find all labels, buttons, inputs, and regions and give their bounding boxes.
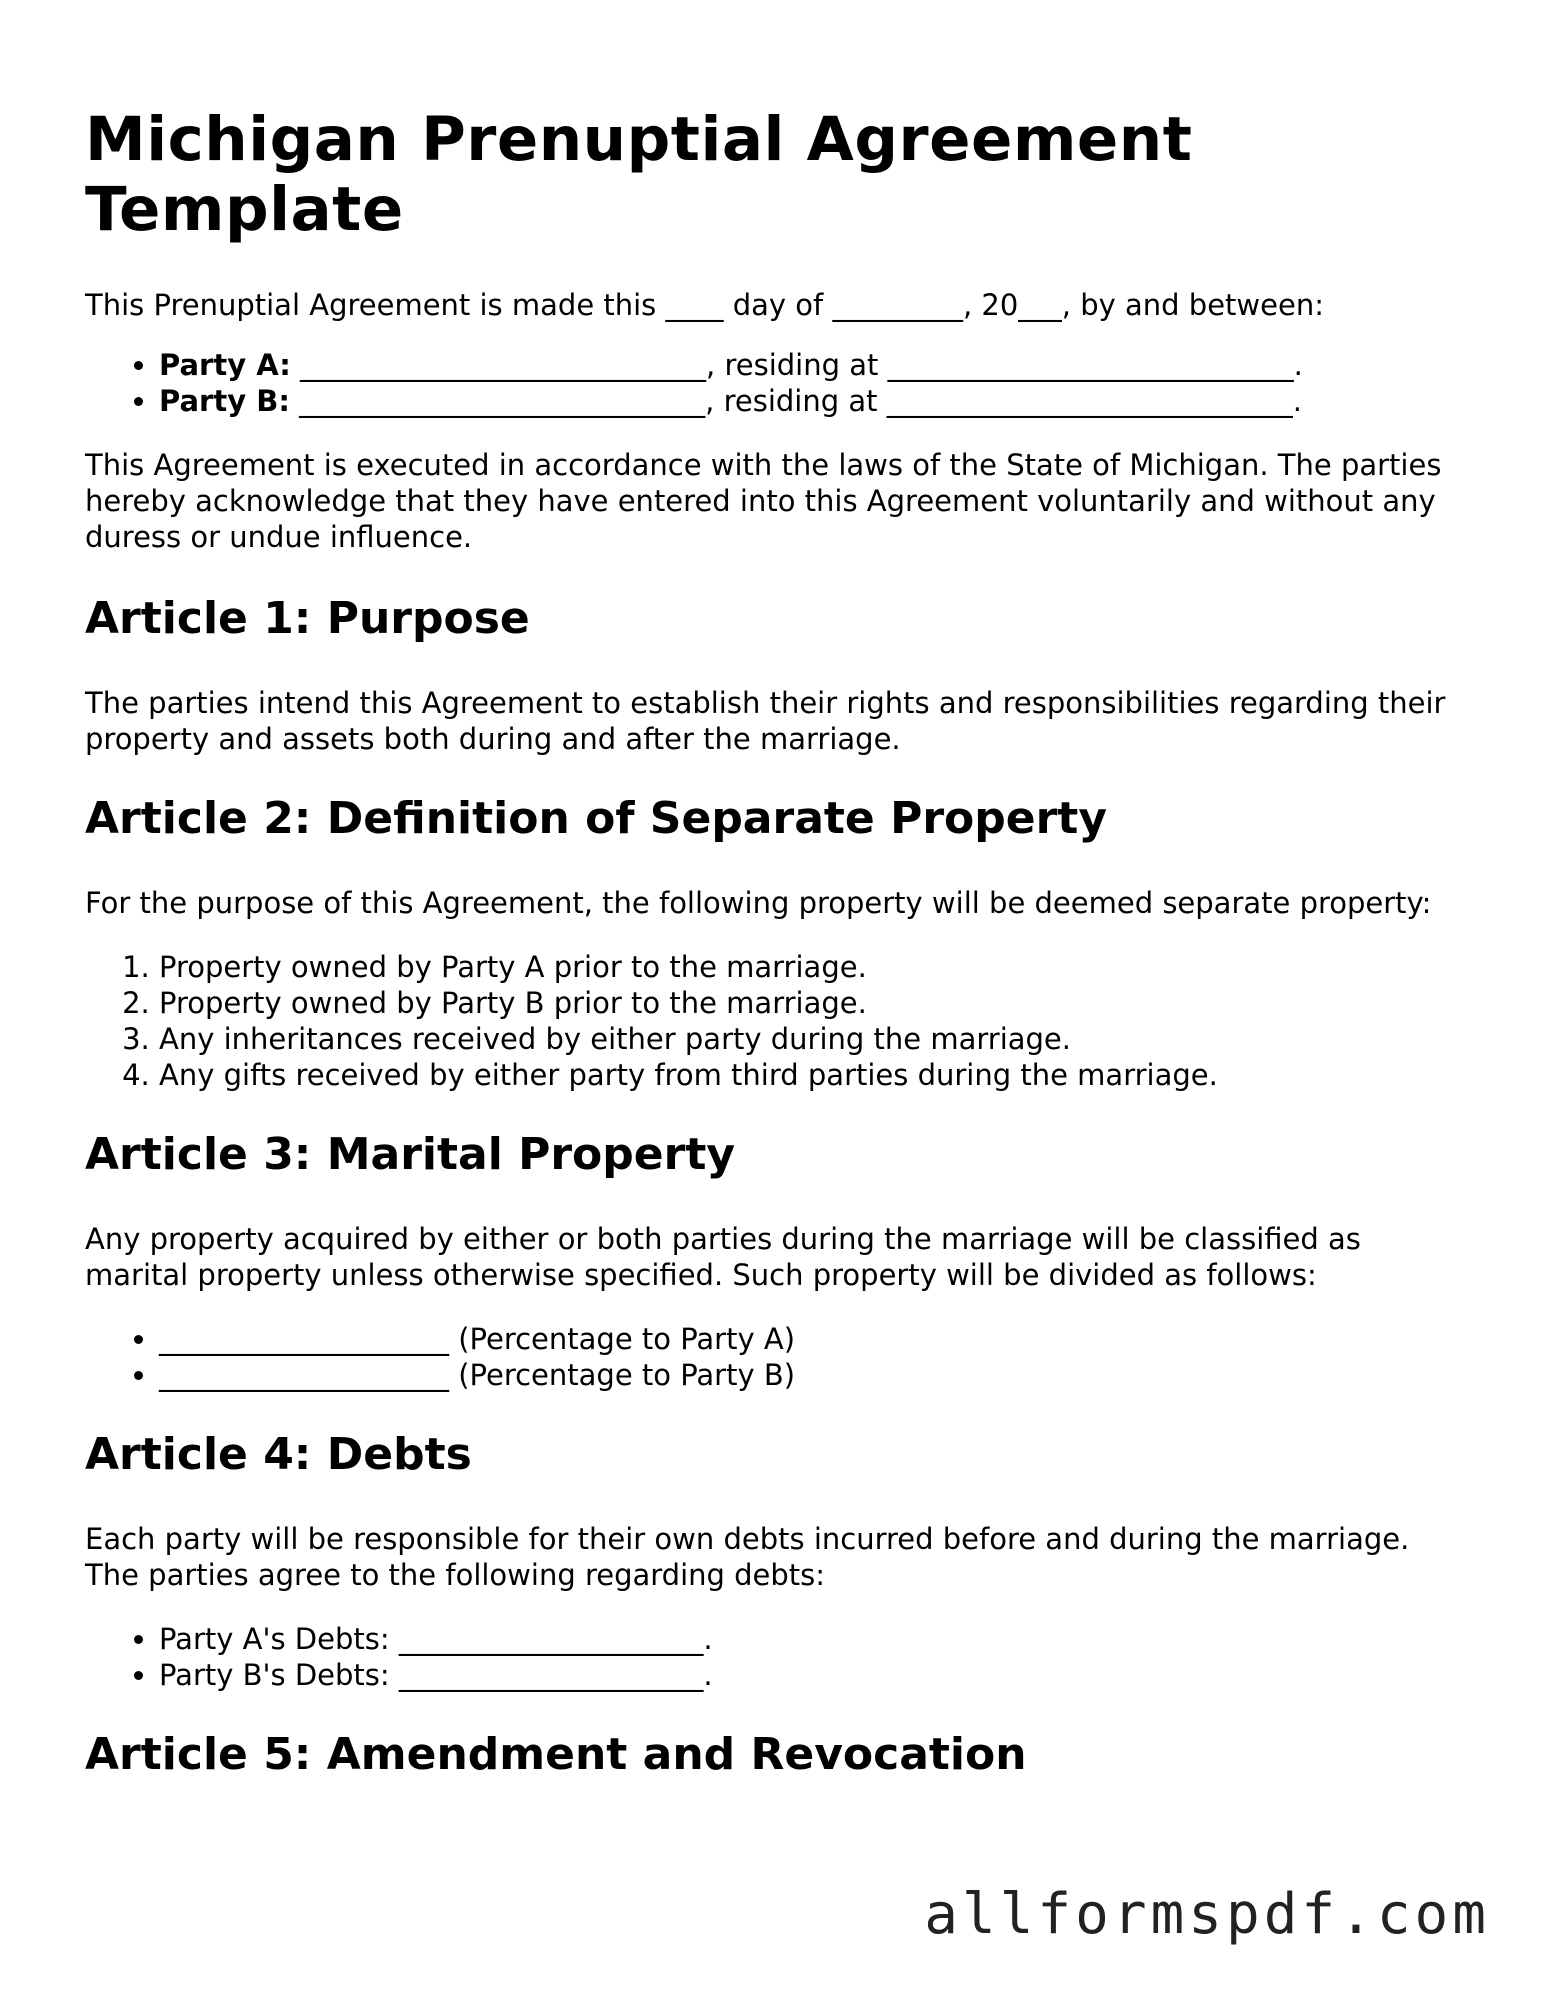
article-2-heading: Article 2: Definition of Separate Property	[85, 793, 1108, 844]
list-item: 4. Any gifts received by either party from third parties during the marriage.	[159, 1057, 1465, 1093]
article-2-body: For the purpose of this Agreement, the following property will be deemed separate property:	[85, 886, 1432, 920]
debts-list	[85, 1621, 1465, 1693]
list-item: 3. Any inheritances received by either party during the marriage.	[159, 1021, 1465, 1057]
separate-property-list	[85, 949, 1465, 1093]
party-a-item	[159, 347, 1465, 383]
list-item: • Party A's Debts: _____________________.	[159, 1621, 1465, 1657]
party-b-label: Party B:	[159, 384, 290, 418]
party-a-label: Party A:	[159, 348, 291, 382]
list-item: 2. Property owned by Party B prior to the marriage.	[159, 985, 1465, 1021]
article-1-body: The parties intend this Agreement to establish their rights and responsibilities regarding their property and assets both during and after the marriage.	[85, 686, 1446, 756]
party-b-item	[159, 383, 1465, 419]
intro-paragraph: This Prenuptial Agreement is made this ____ day of _________, 20___, by and between:	[85, 288, 1324, 322]
article-3-heading: Article 3: Marital Property	[85, 1129, 736, 1180]
marital-property-list	[85, 1321, 1465, 1393]
article-4-body: Each party will be responsible for their own debts incurred before and during the marriage. The parties agree to the following regarding debts:	[85, 1522, 1410, 1592]
document-page	[85, 105, 1465, 1821]
party-b-text: ____________________________, residing at ____________________________.	[289, 384, 1302, 418]
article-1-heading: Article 1: Purpose	[85, 593, 530, 644]
party-list	[85, 347, 1465, 419]
list-item: 1. Property owned by Party A prior to the marriage.	[159, 949, 1465, 985]
list-item: • Party B's Debts: _____________________.	[159, 1657, 1465, 1693]
document-title: Michigan Prenuptial Agreement Template	[85, 104, 1193, 245]
article-5-heading: Article 5: Amendment and Revocation	[85, 1729, 1027, 1780]
list-item: • ____________________ (Percentage to Party A)	[159, 1321, 1465, 1357]
party-a-text: ____________________________, residing at ____________________________.	[290, 348, 1303, 382]
executed-paragraph: This Agreement is executed in accordance with the laws of the State of Michigan. The parties hereby acknowledge that they have entered into this Agreement voluntarily and without any duress or undue influence.	[85, 448, 1442, 554]
watermark-text: allformspdf.com	[924, 1882, 1490, 1947]
article-4-heading: Article 4: Debts	[85, 1429, 472, 1480]
article-3-body: Any property acquired by either or both parties during the marriage will be classified as marital property unless otherwise specified. Such property will be divided as follows:	[85, 1222, 1361, 1292]
list-item: • ____________________ (Percentage to Party B)	[159, 1357, 1465, 1393]
